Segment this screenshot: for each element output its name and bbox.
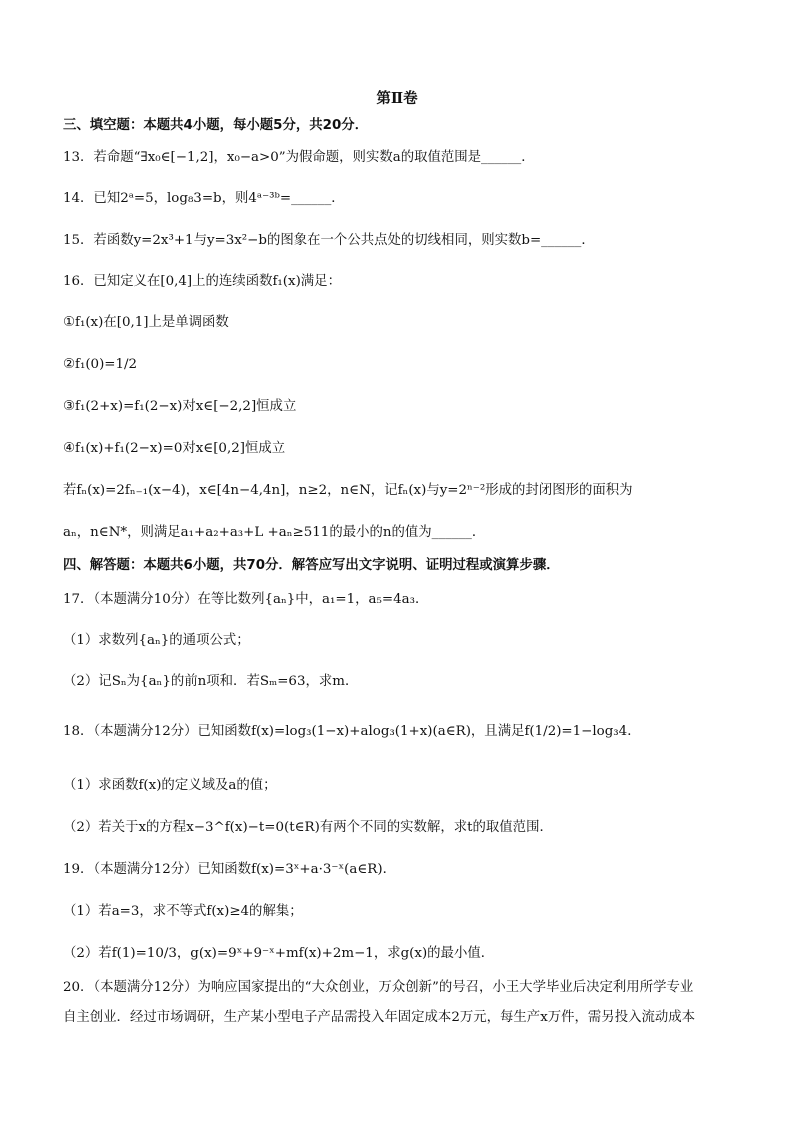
page-title: 第Ⅱ卷: [376, 90, 418, 107]
q18-part-2: （2）若关于x的方程x−3^f(x)−t=0(t∈R)有两个不同的实数解，求t的取值范围．: [63, 820, 553, 835]
q18-part-1: （1）求函数f(x)的定义域及a的值；: [63, 778, 277, 793]
q16-condition-1: ①f₁(x)在[0,1]上是单调函数: [63, 315, 229, 330]
q16-statement-line-1: 若fₙ(x)=2fₙ₋₁(x−4)，x∈[4n−4,4n]，n≥2，n∈N，记fₙ(x)与y=2ⁿ⁻²形成的封闭图形的面积为: [63, 483, 633, 498]
question-20-line-1: 20．（本题满分12分）为响应国家提出的“大众创业，万众创新”的号召，小王大学毕业后决定利用所学专业: [63, 980, 694, 995]
q16-condition-2: ②f₁(0)=1/2: [63, 357, 138, 372]
q16-statement-line-2: aₙ，n∈N*，则满足a₁+a₂+a₃+L +aₙ≥511的最小的n的值为______．: [63, 525, 486, 540]
q17-part-2: （2）记Sₙ为{aₙ}的前n项和．若Sₘ=63，求m．: [63, 674, 359, 689]
question-13: 13．若命题“∃x₀∈[−1,2]，x₀−a>0”为假命题，则实数a的取值范围是______．: [63, 150, 535, 165]
q19-part-1: （1）若a=3，求不等式f(x)≥4的解集；: [63, 904, 303, 919]
question-15: 15．若函数y=2x³+1与y=3x²−b的图象在一个公共点处的切线相同，则实数b=______．: [63, 233, 595, 248]
question-20-line-2: 自主创业．经过市场调研，生产某小型电子产品需投入年固定成本2万元，每生产x万件，需另投入流动成本: [63, 1010, 696, 1025]
question-18: 18．（本题满分12分）已知函数f(x)=log₃(1−x)+alog₃(1+x)(a∈R)，且满足f(1/2)=1−log₃4．: [63, 724, 641, 739]
question-14: 14．已知2ᵃ=5，log₈3=b，则4ᵃ⁻³ᵇ=______．: [63, 191, 345, 206]
q19-part-2: （2）若f(1)=10/3，g(x)=9ˣ+9⁻ˣ+mf(x)+2m−1，求g(x)的最小值．: [63, 946, 495, 961]
q16-condition-4: ④f₁(x)+f₁(2−x)=0对x∈[0,2]恒成立: [63, 441, 286, 456]
question-17: 17．（本题满分10分）在等比数列{aₙ}中，a₁=1，a₅=4a₃．: [63, 592, 429, 607]
question-16: 16．已知定义在[0,4]上的连续函数f₁(x)满足：: [63, 274, 341, 289]
q16-condition-3: ③f₁(2+x)=f₁(2−x)对x∈[−2,2]恒成立: [63, 399, 297, 414]
section-four-heading: 四、解答题：本题共6小题，共70分．解答应写出文字说明、证明过程或演算步骤．: [63, 558, 560, 573]
section-three-heading: 三、填空题：本题共4小题，每小题5分，共20分．: [63, 118, 369, 133]
q17-part-1: （1）求数列{aₙ}的通项公式；: [63, 633, 250, 648]
question-19: 19．（本题满分12分）已知函数f(x)=3ˣ+a·3⁻ˣ(a∈R)．: [63, 862, 396, 877]
